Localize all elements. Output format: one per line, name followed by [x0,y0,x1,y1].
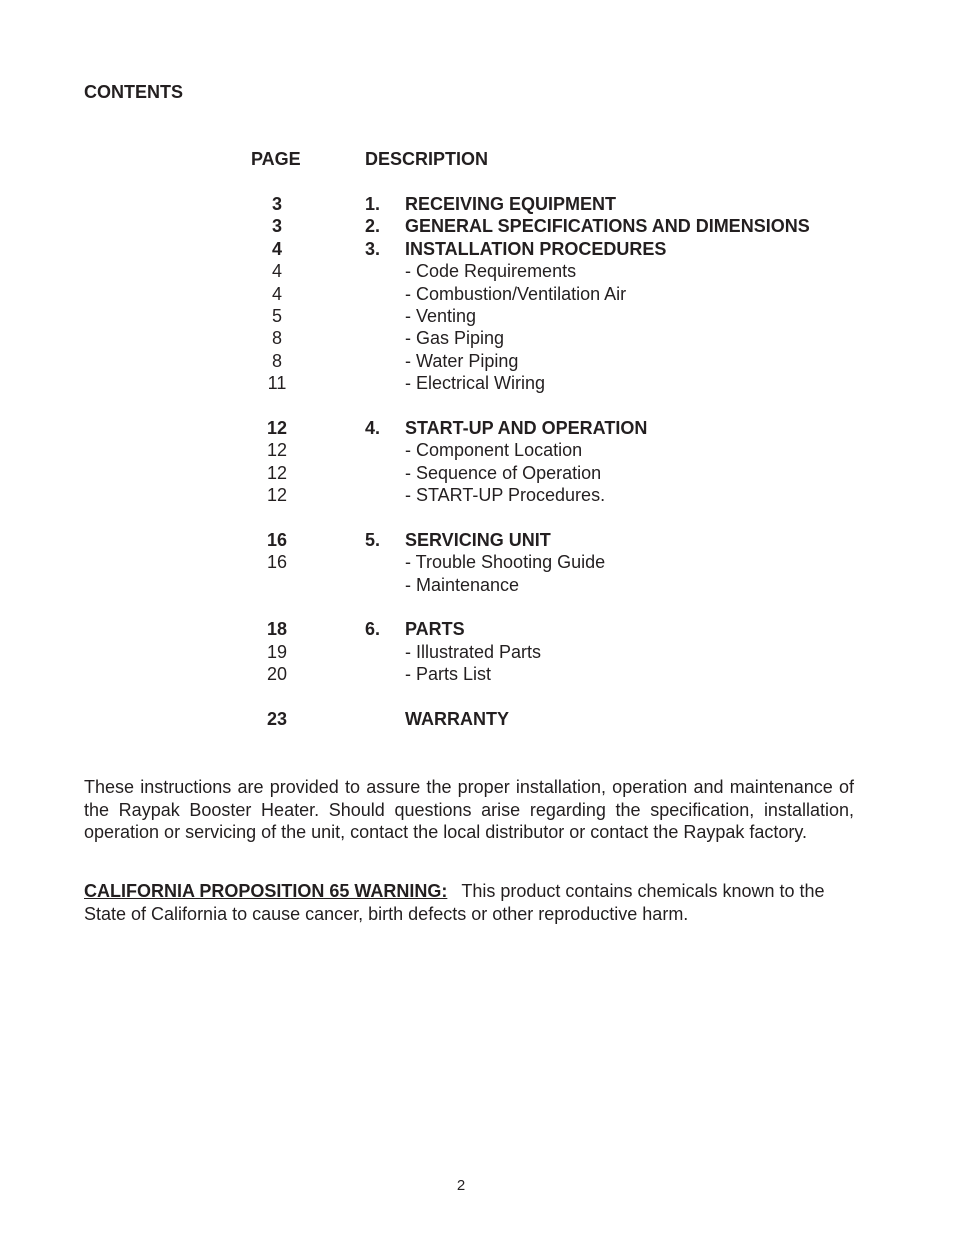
toc-entry-title: - Gas Piping [405,328,505,349]
description-column-header: DESCRIPTION [365,149,489,169]
toc-entry-title: - Maintenance [405,574,520,595]
toc-section-number: 6. [365,619,381,640]
toc-page-number: 16 [266,552,288,573]
toc-entry [0,238,954,260]
toc-page-number: 16 [266,529,288,550]
toc-entry-title: - START-UP Procedures. [405,485,606,506]
toc-entry [0,260,954,282]
toc-section-number: 5. [365,529,381,550]
toc-page-number: 11 [267,373,287,394]
toc-entry-title: SERVICING UNIT [405,529,551,550]
toc-entry-title: - Sequence of Operation [405,462,602,483]
toc-entry [0,618,954,640]
toc-entry [0,574,954,596]
toc-page-number: 4 [271,283,282,304]
toc-page-number: 3 [271,216,282,237]
toc-entry-title: - Electrical Wiring [405,373,546,394]
toc-entry [0,283,954,305]
toc-entry-title: - Component Location [405,440,583,461]
toc-section-number: 1. [365,194,381,214]
toc-page-number: 12 [266,462,288,483]
toc-entry [0,215,954,237]
table-of-contents [0,193,954,730]
toc-page-number: 4 [271,261,282,282]
toc-page-number: 5 [271,305,282,326]
toc-entry-title: START-UP AND OPERATION [405,417,648,438]
toc-entry [0,641,954,663]
toc-entry [0,417,954,439]
toc-page-number: 8 [271,328,282,349]
toc-entry-title: - Trouble Shooting Guide [405,552,606,573]
toc-entry [0,372,954,394]
toc-entry [0,327,954,349]
toc-entry-title: - Combustion/Ventilation Air [405,283,627,304]
toc-entry-title: PARTS [405,619,465,640]
page-number: 2 [456,1177,466,1194]
toc-entry [0,439,954,461]
toc-entry-title: - Venting [405,305,477,326]
toc-page-number: 12 [266,417,288,438]
toc-entry [0,708,954,730]
toc-entry [0,529,954,551]
warning-label: CALIFORNIA PROPOSITION 65 WARNING: [84,881,448,901]
toc-page-number: 12 [266,485,288,506]
toc-page-number: 19 [266,641,288,662]
toc-entry [0,193,954,215]
toc-page-number: 20 [266,664,288,685]
toc-section-number: 3. [365,238,381,259]
toc-section-number: 2. [365,216,381,237]
toc-entry-title: - Code Requirements [405,261,577,282]
toc-page-number: 18 [266,619,288,640]
toc-entry-title: RECEIVING EQUIPMENT [405,194,617,214]
toc-entry [0,350,954,372]
toc-entry [0,551,954,573]
toc-entry-title: - Water Piping [405,350,519,371]
toc-entry-title: GENERAL SPECIFICATIONS AND DIMENSIONS [405,216,810,237]
prop65-warning [84,880,854,926]
toc-entry-title: INSTALLATION PROCEDURES [405,238,667,259]
toc-entry-title: WARRANTY [405,708,509,729]
toc-section-number: 4. [365,417,381,438]
toc-entry [0,663,954,685]
toc-entry [0,305,954,327]
intro-paragraph: These instructions are provided to assure the proper installation, operation and maintenance of the Raypak Booster Heater. Should questions arise regarding the specification, installation, operation or servicing of the unit, contact the local distributor or contact the Raypak factory. [84,777,854,842]
toc-page-number: 8 [271,350,282,371]
page-column-header: PAGE [251,149,301,169]
toc-page-number: 12 [266,440,288,461]
page-title: CONTENTS [84,82,183,102]
toc-page-number: 4 [271,238,282,259]
toc-entry-title: - Illustrated Parts [405,641,542,662]
toc-page-number: 3 [271,194,282,214]
toc-entry [0,484,954,506]
warning-text: This product contains chemicals known to the State of California to cause cancer, birth defects or other reproductive harm. [84,881,825,924]
toc-entry [0,462,954,484]
toc-entry-title: - Parts List [405,664,492,685]
toc-page-number: 23 [266,708,288,729]
